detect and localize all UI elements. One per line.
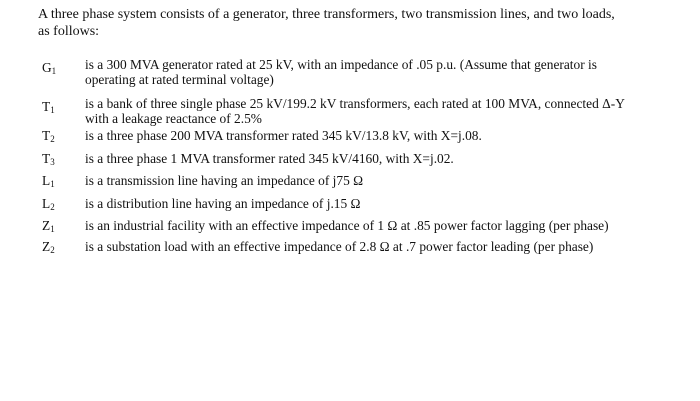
component-symbol: $L_2$ (42, 196, 55, 212)
component-symbol: $G_1$ (42, 60, 57, 76)
component-description: is a substation load with an effective impedance of 2.8 Ω at .7 power factor leading (per phase) (85, 239, 594, 254)
component-description: is a distribution line having an impedance of j.15 Ω (85, 196, 361, 211)
component-description: is a three phase 200 MVA transformer rated 345 kV/13.8 kV, with X=j.08. (85, 128, 482, 143)
component-description: is a bank of three single phase 25 kV/199.2 kV transformers, each rated at 100 MVA, connected Δ-Y with a leakage reactance of 2.5% (85, 96, 625, 126)
component-symbol: $Z_2$ (42, 239, 55, 255)
intro-paragraph (38, 6, 648, 40)
component-description: is an industrial facility with an effective impedance of 1 Ω at .85 power factor lagging (per phase) (85, 218, 609, 233)
component-symbol: $L_1$ (42, 173, 55, 189)
intro-line-1: A three phase system consists of a generator, three transformers, two transmission lines, and two loads, (38, 7, 615, 22)
component-symbol: $T_3$ (42, 151, 55, 167)
intro-line-2: as follows: (38, 24, 100, 39)
component-symbol: $Z_1$ (42, 218, 55, 234)
component-description: is a 300 MVA generator rated at 25 kV, with an impedance of .05 p.u. (Assume that generator is operating at rated terminal voltage) (85, 57, 597, 87)
component-description: is a transmission line having an impedance of j75 Ω (85, 173, 364, 188)
component-symbol: $T_1$ (42, 99, 55, 115)
component-symbol: $T_2$ (42, 128, 55, 144)
component-description: is a three phase 1 MVA transformer rated 345 kV/4160, with X=j.02. (85, 151, 454, 166)
